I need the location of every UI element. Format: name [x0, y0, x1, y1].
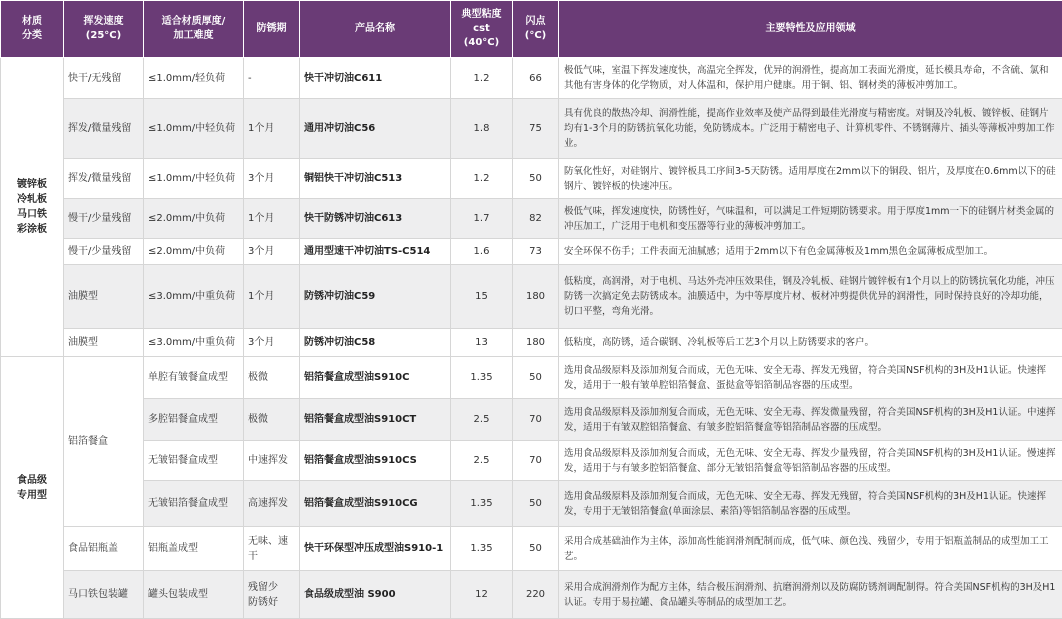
rust-cell: 无味、速干 [244, 527, 300, 571]
table-row [1, 357, 1062, 399]
viscosity-cell: 13 [451, 329, 513, 357]
viscosity-cell: 1.35 [451, 481, 513, 527]
viscosity-cell: 2.5 [451, 399, 513, 441]
flash-cell: 50 [513, 527, 559, 571]
rust-cell: 1个月 [244, 265, 300, 329]
product-cell: 防锈冲切油C59 [300, 265, 451, 329]
group-steel: 镀锌板 冷轧板 马口铁 彩涂板 [1, 58, 64, 357]
table-row [1, 199, 1062, 239]
product-cell: 铝箔餐盒成型油S910CG [300, 481, 451, 527]
desc-cell: 极低气味，挥发速度快，防锈性好，气味温和，可以满足工件短期防锈要求。用于厚度1mm一下的硅钢片材类金属的冲压加工，广泛用于电机和变压器等行业的薄板冲剪加工。 [559, 199, 1062, 239]
thickness-cell: ≤2.0mm/中负荷 [144, 239, 244, 265]
desc-cell: 低粘度，高防锈，适合碳钢、冷轧板等后工艺3个月以上防锈要求的客户。 [559, 329, 1062, 357]
table-row [1, 99, 1062, 159]
viscosity-cell: 12 [451, 571, 513, 619]
table-row [1, 239, 1062, 265]
thickness-cell: ≤1.0mm/中轻负荷 [144, 99, 244, 159]
table-row [1, 481, 1062, 527]
product-cell: 铝箔餐盒成型油S910CS [300, 441, 451, 481]
group-food: 食品级 专用型 [1, 357, 64, 619]
desc-cell: 采用合成基础油作为主体，添加高性能润滑剂配制而成，低气味、颜色浅、残留少，专用于铝瓶盖制品的成型加工工艺。 [559, 527, 1062, 571]
rust-cell: 3个月 [244, 239, 300, 265]
viscosity-cell: 1.8 [451, 99, 513, 159]
product-cell: 通用型速干冲切油TS-C514 [300, 239, 451, 265]
thickness-cell: ≤3.0mm/中重负荷 [144, 329, 244, 357]
desc-cell: 选用食品级原料及添加剂复合而成，无色无味、安全无毒、挥发少量残留，符合美国NSF机构的3H及H1认证。慢速挥发，适用于与有皱多腔铝箔餐盒、部分无皱铝箔餐盒等铝箔制品容器的压成型。 [559, 441, 1062, 481]
flash-cell: 70 [513, 441, 559, 481]
flash-cell: 50 [513, 357, 559, 399]
product-cell: 快干环保型冲压成型油S910-1 [300, 527, 451, 571]
header-row [1, 1, 1062, 58]
flash-cell: 75 [513, 99, 559, 159]
process-cell: 无皱铝餐盒成型 [144, 441, 244, 481]
rust-cell: 3个月 [244, 159, 300, 199]
thickness-cell: ≤2.0mm/中负荷 [144, 199, 244, 239]
flash-cell: 50 [513, 481, 559, 527]
speed-cell: 慢干/少量残留 [64, 239, 144, 265]
header-product: 产品名称 [300, 1, 451, 58]
header-flash: 闪点 (°C) [513, 1, 559, 58]
viscosity-cell: 1.2 [451, 159, 513, 199]
product-cell: 食品级成型油 S900 [300, 571, 451, 619]
desc-cell: 选用食品级原料及添加剂复合而成，无色无味、安全无毒、挥发无残留，符合美国NSF机构的3H及H1认证。快速挥发，专用于无皱铝箔餐盒(单面涂层、素箔)等铝箔制品容器的压成型。 [559, 481, 1062, 527]
speed-cell: 挥发/微量残留 [64, 99, 144, 159]
thickness-cell: ≤3.0mm/中重负荷 [144, 265, 244, 329]
rust-cell: 3个月 [244, 329, 300, 357]
table-row [1, 441, 1062, 481]
speed-cell: 油膜型 [64, 265, 144, 329]
flash-cell: 82 [513, 199, 559, 239]
desc-cell: 具有优良的散热冷却、润滑性能，提高作业效率及使产品得到最佳光滑度与精密度。对铜及冷轧板、镀锌板、硅钢片均有1-3个月的防锈抗氧化功能，免防锈成本。广泛用于精密电子、计算机零件、不锈钢薄片、插头等薄板冲剪加工作业。 [559, 99, 1062, 159]
viscosity-cell: 1.35 [451, 357, 513, 399]
product-cell: 防锈冲切油C58 [300, 329, 451, 357]
table-row [1, 58, 1062, 99]
flash-cell: 50 [513, 159, 559, 199]
product-cell: 通用冲切油C56 [300, 99, 451, 159]
desc-cell: 低粘度，高润滑，对于电机、马达外壳冲压效果佳，钢及冷轧板、硅钢片镀锌板有1个月以上的防锈抗氧化功能，冲压防锈一次搞定免去防锈成本。油膜适中，为中等厚度片材、板材冲剪提供优异的润滑性，同时保持良好的冷却功能，切口平整，弯角光滑。 [559, 265, 1062, 329]
desc-cell: 防氧化性好，对硅钢片、镀锌板具工序间3-5天防锈。适用厚度在2mm以下的铜段、铝片，及厚度在0.6mm以下的硅钢片、镀锌板的快速冲压。 [559, 159, 1062, 199]
rust-cell: - [244, 58, 300, 99]
viscosity-cell: 1.35 [451, 527, 513, 571]
rust-cell: 极微 [244, 399, 300, 441]
header-features: 主要特性及应用领域 [559, 1, 1062, 58]
rust-cell: 高速挥发 [244, 481, 300, 527]
desc-cell: 安全环保不伤手；工件表面无油腻感；适用于2mm以下有色金属薄板及1mm黑色金属薄板成型加工。 [559, 239, 1062, 265]
viscosity-cell: 2.5 [451, 441, 513, 481]
thickness-cell: ≤1.0mm/轻负荷 [144, 58, 244, 99]
table-row [1, 329, 1062, 357]
thickness-cell: ≤1.0mm/中轻负荷 [144, 159, 244, 199]
flash-cell: 66 [513, 58, 559, 99]
process-cell: 多腔铝餐盒成型 [144, 399, 244, 441]
subgroup-tinplate: 马口铁包装罐 [64, 571, 144, 619]
flash-cell: 70 [513, 399, 559, 441]
desc-cell: 采用合成润滑剂作为配方主体，结合极压润滑剂、抗磨润滑剂以及防腐防锈剂调配制得。符合美国NSF机构的3H及H1认证。专用于易拉罐、食品罐头等制品的成型加工艺。 [559, 571, 1062, 619]
flash-cell: 180 [513, 265, 559, 329]
process-cell: 无皱铝箔餐盒成型 [144, 481, 244, 527]
product-cell: 快干防锈冲切油C613 [300, 199, 451, 239]
table-row [1, 527, 1062, 571]
product-cell: 铝箔餐盒成型油S910C [300, 357, 451, 399]
rust-cell: 1个月 [244, 99, 300, 159]
header-thickness: 适合材质厚度/ 加工难度 [144, 1, 244, 58]
process-cell: 单腔有皱餐盒成型 [144, 357, 244, 399]
viscosity-cell: 15 [451, 265, 513, 329]
speed-cell: 快干/无残留 [64, 58, 144, 99]
table-row [1, 399, 1062, 441]
flash-cell: 220 [513, 571, 559, 619]
rust-cell: 极微 [244, 357, 300, 399]
flash-cell: 73 [513, 239, 559, 265]
process-cell: 罐头包装成型 [144, 571, 244, 619]
product-cell: 快干冲切油C611 [300, 58, 451, 99]
flash-cell: 180 [513, 329, 559, 357]
desc-cell: 选用食品级原料及添加剂复合而成，无色无味、安全无毒、挥发无残留，符合美国NSF机构的3H及H1认证。快速挥发，适用于一般有皱单腔铝箔餐盒、蛋挞盒等铝箔制品容器的压成型。 [559, 357, 1062, 399]
table-row [1, 159, 1062, 199]
speed-cell: 挥发/微量残留 [64, 159, 144, 199]
viscosity-cell: 1.6 [451, 239, 513, 265]
subgroup-bottle-cap: 食品铝瓶盖 [64, 527, 144, 571]
product-cell: 铝箔餐盒成型油S910CT [300, 399, 451, 441]
subgroup-foil-box: 铝箔餐盒 [64, 357, 144, 527]
speed-cell: 慢干/少量残留 [64, 199, 144, 239]
desc-cell: 选用食品级原料及添加剂复合而成，无色无味、安全无毒、挥发微量残留，符合美国NSF机构的3H及H1认证。中速挥发，适用于有皱双腔铝箔餐盒、有皱多腔铝箔餐盒等铝箔制品容器的压成型。 [559, 399, 1062, 441]
table-row [1, 265, 1062, 329]
table-row [1, 571, 1062, 619]
rust-cell: 1个月 [244, 199, 300, 239]
header-rust: 防锈期 [244, 1, 300, 58]
speed-cell: 油膜型 [64, 329, 144, 357]
rust-cell: 中速挥发 [244, 441, 300, 481]
viscosity-cell: 1.7 [451, 199, 513, 239]
product-cell: 铜铝快干冲切油C513 [300, 159, 451, 199]
viscosity-cell: 1.2 [451, 58, 513, 99]
rust-cell: 残留少 防锈好 [244, 571, 300, 619]
header-material: 材质 分类 [1, 1, 64, 58]
desc-cell: 极低气味，室温下挥发速度快，高温完全挥发，优异的润滑性，提高加工表面光滑度，延长模具寿命，不含硫、氯和其他有害身体的化学物质，对人体温和，保护用户健康。用于铜、铝、钢材类的薄板冲剪加工。 [559, 58, 1062, 99]
header-speed: 挥发速度 (25°C) [64, 1, 144, 58]
header-viscosity: 典型粘度 cst (40°C) [451, 1, 513, 58]
process-cell: 铝瓶盖成型 [144, 527, 244, 571]
